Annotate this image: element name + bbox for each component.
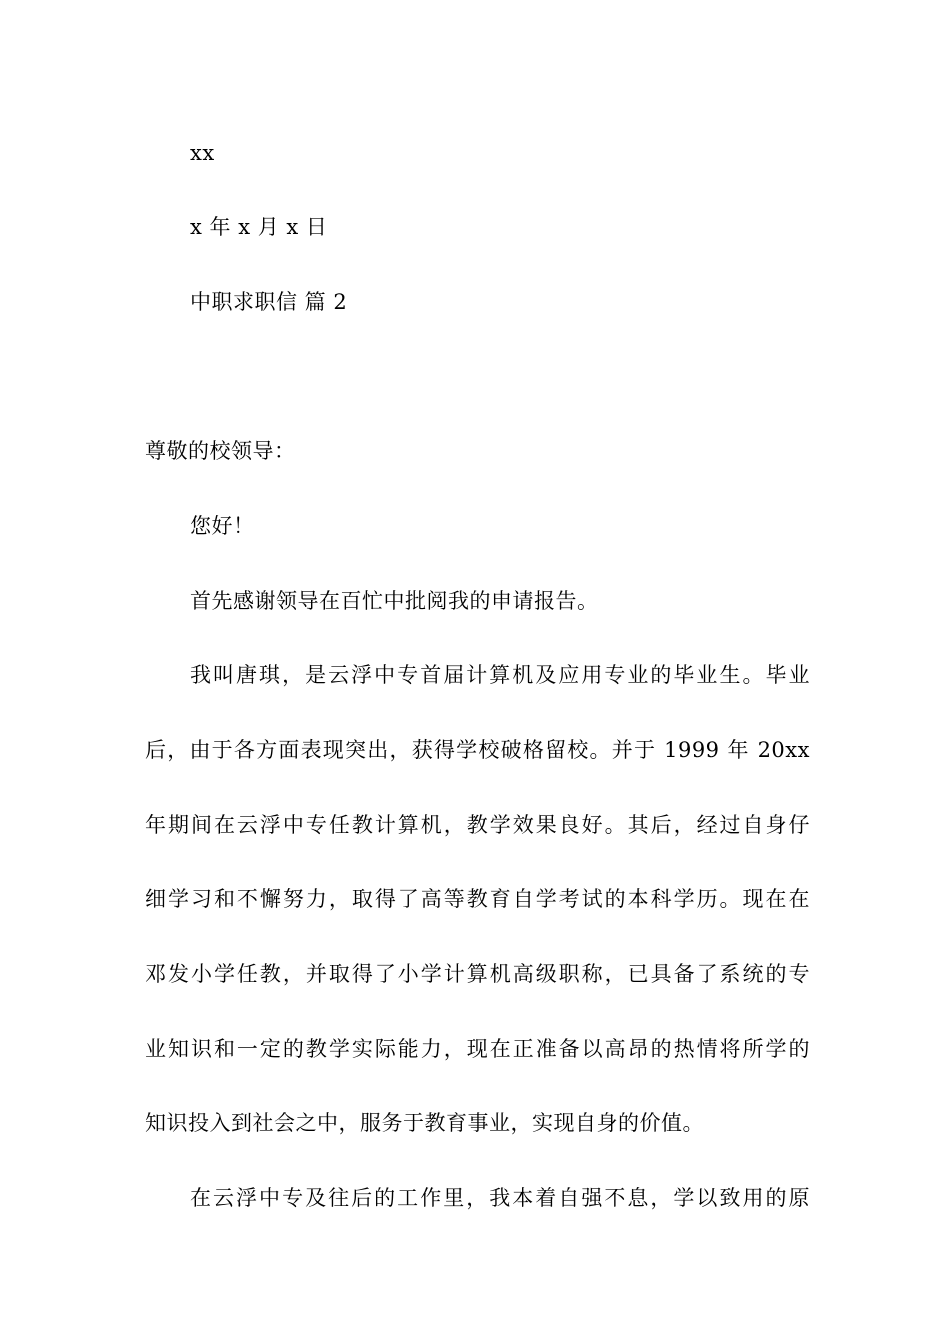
signature-name: xx (190, 141, 215, 165)
paragraph-line: 我叫唐琪，是云浮中专首届计算机及应用专业的毕业生。毕业 (190, 663, 810, 687)
salutation: 尊敬的校领导： (145, 439, 296, 463)
paragraph-line: 细学习和不懈努力，取得了高等教育自学考试的本科学历。现在在 (145, 887, 810, 911)
paragraph-line: 业知识和一定的教学实际能力，现在正准备以高昂的热情将所学的 (145, 1037, 810, 1061)
paragraph-line: 知识投入到社会之中，服务于教育事业，实现自身的价值。 (145, 1111, 704, 1135)
greeting: 您好！ (190, 514, 255, 538)
paragraph-line: 邓发小学任教，并取得了小学计算机高级职称，已具备了系统的专 (145, 962, 810, 986)
paragraph-thanks: 首先感谢领导在百忙中批阅我的申请报告。 (190, 589, 599, 613)
paragraph-line: 后，由于各方面表现突出，获得学校破格留校。并于 1999 年 20xx (145, 738, 810, 762)
paragraph-line: 年期间在云浮中专任教计算机，教学效果良好。其后，经过自身仔 (145, 813, 810, 837)
section-title: 中职求职信 篇 2 (190, 290, 348, 314)
signature-date: x 年 x 月 x 日 (190, 215, 328, 239)
paragraph-line: 在云浮中专及往后的工作里，我本着自强不息，学以致用的原 (190, 1186, 810, 1210)
